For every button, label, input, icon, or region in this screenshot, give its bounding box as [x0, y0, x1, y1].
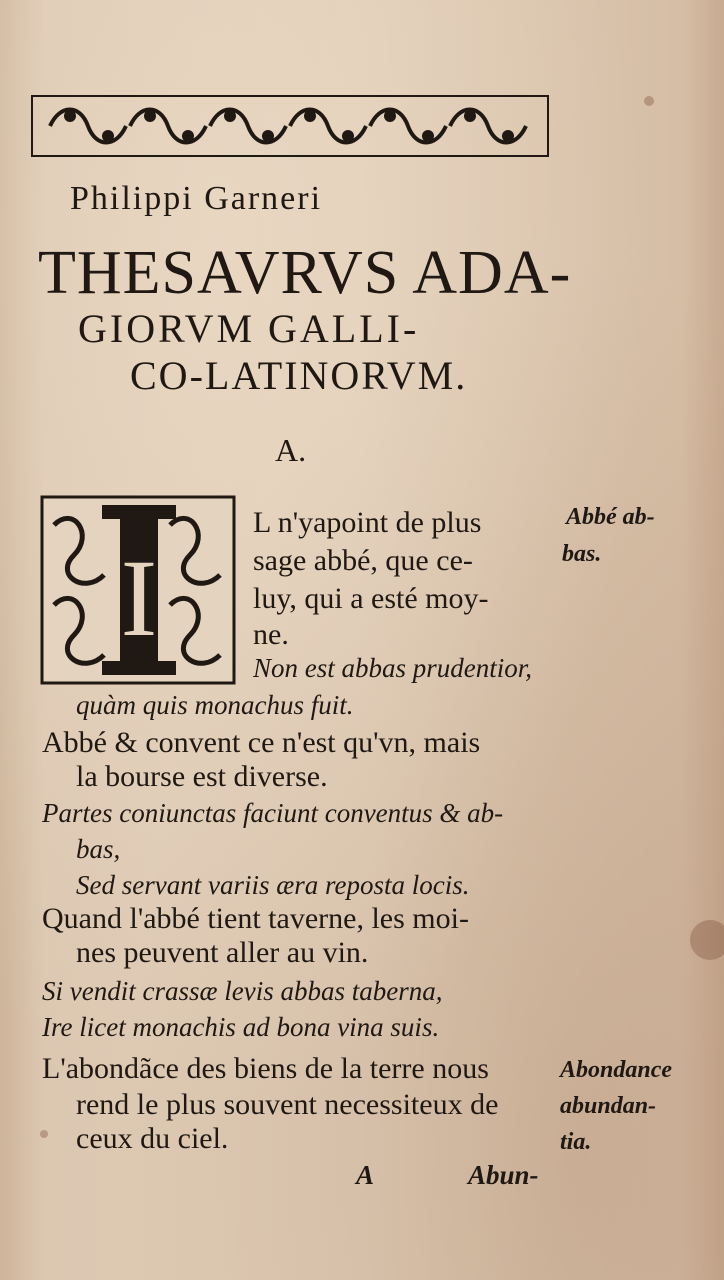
- author-name: Philippi Garneri: [70, 180, 323, 217]
- decorated-initial: [40, 495, 236, 685]
- entry-text: Quand l'abbé tient taverne, les moi-: [42, 902, 469, 935]
- title-line-1: THESAVRVS ADA-: [38, 239, 572, 307]
- entry-text: Abbé & convent ce n'est qu'vn, mais: [42, 726, 481, 759]
- margin-note: Abondance: [560, 1057, 673, 1083]
- entry-text: nes peuvent aller au vin.: [76, 936, 369, 969]
- entry-text: la bourse est diverse.: [76, 760, 328, 793]
- entry-text: L'abondãce des biens de la terre nous: [42, 1052, 489, 1085]
- drop-cap-letter: I: [120, 537, 158, 659]
- margin-note: abundan-: [560, 1093, 657, 1119]
- catchword: Abun-: [468, 1160, 539, 1190]
- margin-note: bas.: [562, 541, 602, 567]
- entry-text: ceux du ciel.: [76, 1122, 229, 1155]
- latin-text: quàm quis monachus fuit.: [76, 690, 354, 720]
- entry-text: sage abbé, que ce-: [253, 544, 473, 577]
- latin-text: Partes coniunctas faciunt conventus & ab-: [42, 798, 504, 828]
- paper-stain: [690, 920, 724, 960]
- latin-text: Sed servant variis æra reposta locis.: [76, 870, 470, 900]
- section-heading: A.: [275, 432, 307, 468]
- latin-text: bas,: [76, 834, 121, 864]
- paper-stain: [40, 1130, 48, 1138]
- entry-text: luy, qui a esté moy-: [253, 582, 489, 615]
- signature-mark: A: [356, 1160, 375, 1190]
- latin-text: Si vendit crassæ levis abbas taberna,: [42, 976, 443, 1006]
- margin-note: tia.: [560, 1129, 592, 1155]
- title-line-2: GIORVM GALLI-: [78, 306, 420, 351]
- latin-text: Non est abbas prudentior,: [253, 653, 533, 683]
- title-line-3: CO-LATINORVM.: [130, 353, 468, 398]
- ornamental-headpiece: [30, 94, 550, 158]
- entry-text: ne.: [253, 618, 289, 651]
- margin-note: Abbé ab-: [566, 504, 655, 530]
- latin-text: Ire licet monachis ad bona vina suis.: [42, 1012, 440, 1042]
- paper-stain: [644, 96, 654, 106]
- entry-text: rend le plus souvent necessiteux de: [76, 1088, 499, 1121]
- entry-text: L n'yapoint de plus: [253, 506, 482, 539]
